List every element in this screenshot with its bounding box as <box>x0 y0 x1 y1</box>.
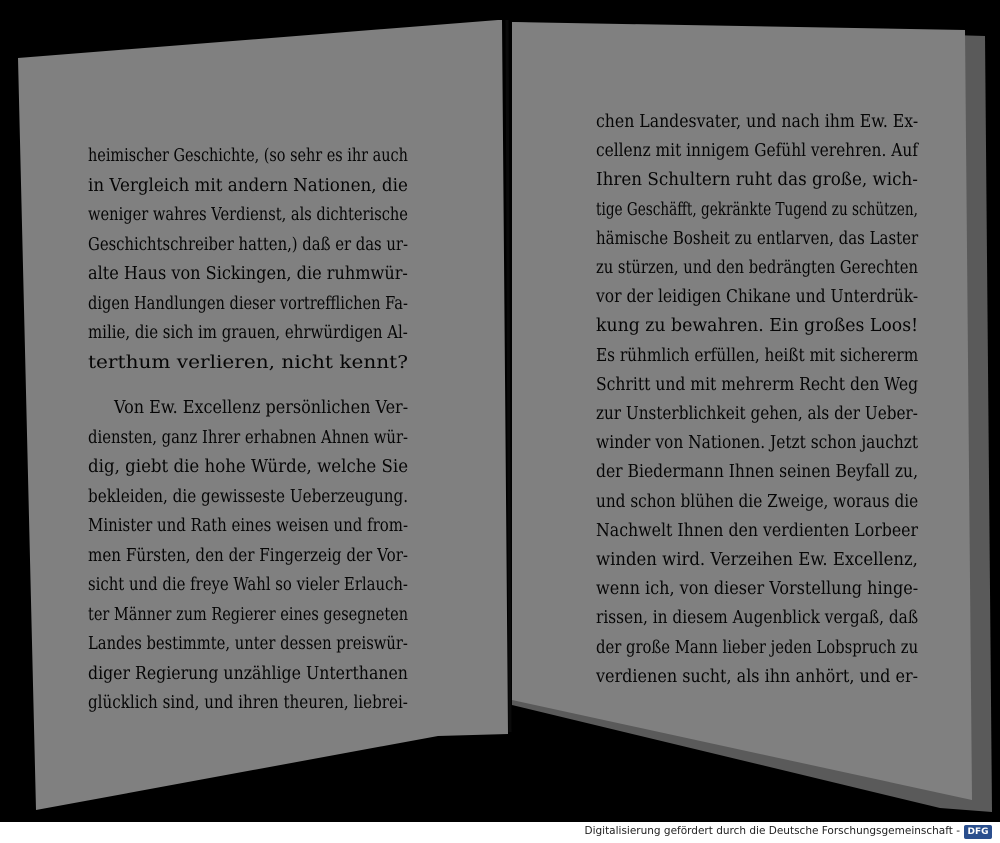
text-line: verdienen sucht, als ihn anhört, und er- <box>596 666 919 687</box>
text-line: zur Unsterblichkeit gehen, als der Ueber- <box>596 404 918 424</box>
text-line: Landes bestimmte, unter dessen preiswür- <box>88 634 408 655</box>
text-line: glücklich sind, und ihren theuren, liebrei- <box>88 693 408 714</box>
text-line: winden wird. Verzeihen Ew. Excellenz, <box>596 550 918 570</box>
text-line: in Vergleich mit andern Nationen, die <box>88 175 408 196</box>
text-line: men Fürsten, den der Fingerzeig der Vor- <box>88 545 409 566</box>
text-line: bekleiden, die gewisseste Ueberzeugung. <box>88 486 409 507</box>
text-line: der Biedermann Ihnen seinen Beyfall zu, <box>596 462 919 483</box>
dfg-logo: DFG <box>964 825 992 839</box>
digitization-credit: Digitalisierung gefördert durch die Deutsche Forschungsgemeinschaft - <box>584 825 960 837</box>
text-line: Geschichtschreiber hatten,) daß er das ur- <box>88 234 408 255</box>
text-line: wenn ich, von dieser Vorstellung hinge- <box>596 579 919 600</box>
text-line: chen Landesvater, und nach ihm Ew. Ex- <box>596 112 919 132</box>
text-line: ter Männer zum Regierer eines gesegneten <box>88 604 409 625</box>
text-line: Schritt und mit mehrerm Recht den Weg <box>596 374 919 395</box>
text-line: zu stürzen, und den bedrängten Gerechten <box>596 258 918 278</box>
footer-bar <box>0 822 1000 843</box>
text-line: rissen, in diesem Augenblick vergaß, daß <box>596 608 919 629</box>
text-line: milie, die sich im grauen, ehrwürdigen Al- <box>88 323 408 343</box>
text-line: Von Ew. Excellenz persönlichen Ver- <box>114 398 409 419</box>
text-line: Ihren Schultern ruht das große, wich- <box>596 170 918 191</box>
text-line: dig, giebt die hohe Würde, welche Sie <box>88 457 409 478</box>
text-line: Es rühmlich erfüllen, heißt mit sichererm <box>596 345 919 366</box>
text-line: winder von Nationen. Jetzt schon jauchzt <box>596 433 919 454</box>
text-line: heimischer Geschichte, (so sehr es ihr auch <box>88 146 408 166</box>
text-line: terthum verlieren, nicht kennt? <box>88 352 408 373</box>
text-line: weniger wahres Verdienst, als dichterische <box>88 205 408 225</box>
text-line: kung zu bewahren. Ein großes Loos! <box>596 316 919 337</box>
text-line: der große Mann lieber jeden Lobspruch zu <box>596 637 919 658</box>
text-line: und schon blühen die Zweige, woraus die <box>596 491 919 512</box>
text-line: vor der leidigen Chikane und Unterdrük- <box>596 287 919 308</box>
text-line: diensten, ganz Ihrer erhabnen Ahnen wür- <box>88 427 409 448</box>
text-line: Nachwelt Ihnen den verdienten Lorbeer <box>596 520 919 541</box>
text-line: digen Handlungen dieser vortrefflichen Fa- <box>88 293 408 314</box>
text-line: hämische Bosheit zu entlarven, das Laster <box>596 228 919 249</box>
text-line: Minister und Rath eines weisen und from- <box>88 516 409 537</box>
text-line: sicht und die freye Wahl so vieler Erlauch- <box>88 575 408 596</box>
text-line: diger Regierung unzählige Unterthanen <box>88 663 408 684</box>
text-line: cellenz mit innigem Gefühl verehren. Auf <box>596 141 918 162</box>
text-line: alte Haus von Sickingen, die ruhmwür- <box>88 264 408 284</box>
text-line: tige Geschäfft, gekränkte Tugend zu schützen, <box>596 199 918 220</box>
